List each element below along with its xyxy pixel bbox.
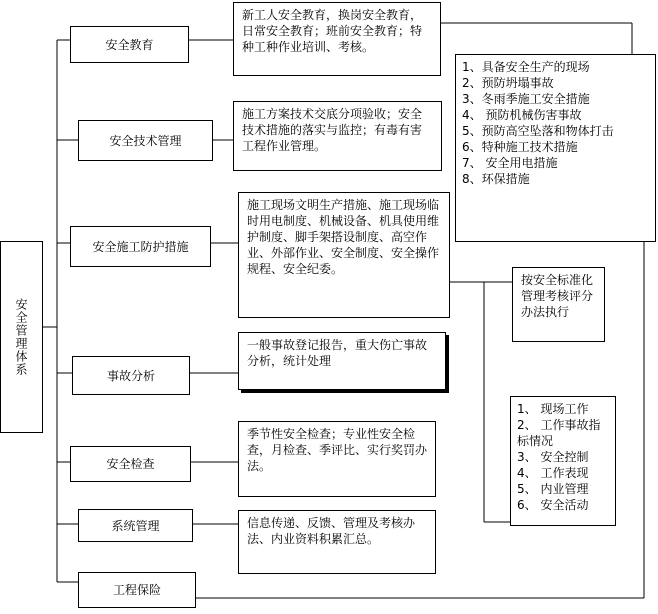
indicators-box: [510, 396, 616, 526]
measure-item: 3、冬雨季施工安全措施: [462, 92, 590, 106]
measure-item: 4、 预防机械伤害事故: [462, 108, 582, 122]
category-engineering-insurance: [78, 572, 196, 608]
detail-protection-measures: [238, 192, 450, 318]
category-safety-inspection: [70, 446, 191, 482]
detail-safety-education: [233, 2, 441, 76]
detail-text: 施工现场文明生产措施、施工现场临时用电制度、机械设备、机具使用维护制度、脚手架搭设制度、高空作业、外部作业、安全制度、安全操作规程、安全纪委。: [247, 198, 440, 276]
category-label: 安全检查: [106, 457, 155, 471]
detail-safety-inspection: [238, 421, 436, 497]
detail-text: 新工人安全教育，换岗安全教育，日常安全教育；班前安全教育；特种工种作业培训、考核。: [242, 8, 423, 54]
detail-technical-management: [233, 101, 442, 171]
measures-list-box: [455, 54, 656, 242]
category-label: 系统管理: [111, 518, 160, 533]
detail-text: 施工方案技术交底分项验收；安全技术措施的落实与监控；有毒有害工程作业管理。: [242, 107, 423, 153]
indicator-item: 3、 安全控制: [517, 450, 589, 464]
measure-item: 6、特种施工技术措施: [462, 140, 578, 154]
indicator-item: 2、 工作事故指标情况: [517, 418, 601, 448]
category-label: 工程保险: [112, 583, 161, 597]
measure-item: 1、具备安全生产的现场: [462, 60, 590, 74]
detail-accident-analysis: [238, 332, 446, 390]
detail-text: 信息传递、反馈、管理及考核办法、内业资料积累汇总。: [247, 516, 416, 546]
category-label: 安全施工防护措施: [92, 239, 189, 254]
category-label: 事故分析: [106, 368, 155, 383]
measure-item: 7、 安全用电措施: [462, 156, 558, 170]
measure-item: 2、预防坍塌事故: [462, 76, 554, 90]
category-protection-measures: [70, 226, 211, 267]
category-accident-analysis: [72, 356, 190, 395]
measure-item: 5、预防高空坠落和物体打击: [462, 124, 614, 138]
detail-system-management: [238, 510, 436, 574]
indicator-item: 5、 内业管理: [517, 482, 589, 496]
category-safety-education: [70, 26, 189, 63]
indicator-item: 6、 安全活动: [517, 498, 589, 512]
category-system-management: [78, 509, 193, 542]
category-label: 安全教育: [105, 37, 154, 52]
standard-text: 按安全标准化管理考核评分办法执行: [521, 273, 594, 319]
detail-text: 一般事故登记报告，重大伤亡事故分析，统计处理: [247, 338, 428, 368]
measure-item: 8、环保措施: [462, 172, 530, 186]
category-label: 安全技术管理: [109, 133, 182, 148]
standard-box: [512, 267, 605, 342]
category-technical-management: [78, 120, 213, 161]
root-label: 安全管理体系: [14, 298, 28, 376]
detail-text: 季节性安全检查；专业性安全检查，月检查、季评比、实行奖罚办法。: [247, 427, 428, 473]
indicator-item: 4、 工作表现: [517, 466, 589, 480]
indicator-item: 1、 现场工作: [517, 402, 589, 416]
root-box: [0, 241, 43, 433]
